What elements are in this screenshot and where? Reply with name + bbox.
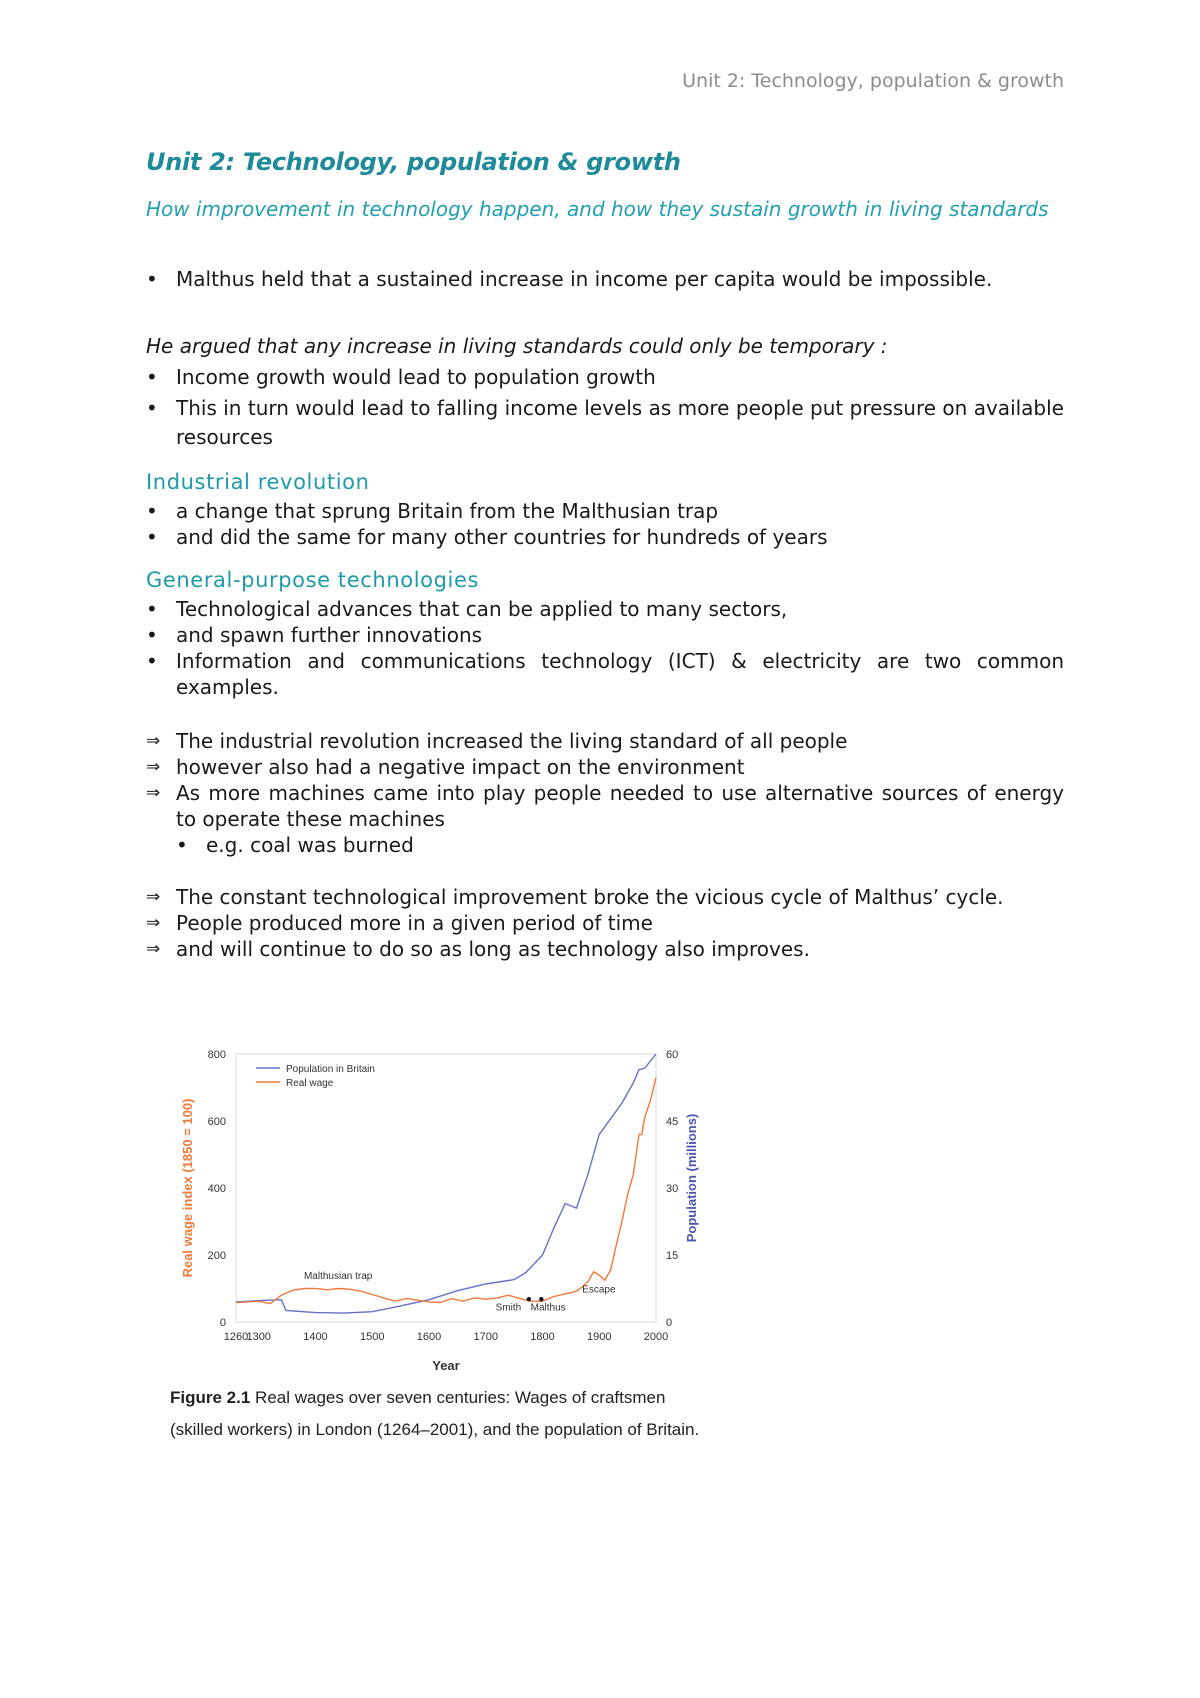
- arrow-list-2: [146, 884, 1064, 962]
- list-item: • Malthus held that a sustained increase in income per capita would be impossible.: [146, 266, 1064, 292]
- sub-list: [176, 832, 1064, 858]
- annotation-smith: Smith: [495, 1302, 522, 1314]
- x-tick-label: 1600: [416, 1331, 442, 1343]
- industrial-points-list: [146, 498, 1064, 550]
- list-item: • Technological advances that can be applied to many sectors,: [146, 596, 1064, 622]
- y-right-axis-title: Population (millions): [684, 1113, 699, 1243]
- x-tick-label: 2000: [643, 1331, 669, 1343]
- list-item: [146, 780, 1064, 858]
- malthus-bullet-list: [146, 266, 1064, 292]
- plot-frame: [236, 1054, 656, 1322]
- y-right-tick-label: 60: [666, 1049, 679, 1061]
- y-right-tick-label: 45: [666, 1116, 679, 1128]
- y-left-tick-label: 600: [207, 1116, 226, 1128]
- argued-statement: He argued that any increase in living standards could only be temporary :: [146, 334, 888, 358]
- list-item: ⇒ The constant technological improvement broke the vicious cycle of Malthus’ cycle.: [146, 884, 1064, 910]
- real-wage-line: [236, 1078, 656, 1304]
- list-item: • Information and communications technology (ICT) & electricity are two common examples.: [146, 648, 1064, 700]
- list-item: • and did the same for many other countries for hundreds of years: [146, 524, 1064, 550]
- industrial-heading: Industrial revolution: [146, 470, 370, 494]
- list-item: • e.g. coal was burned: [176, 832, 1064, 858]
- arrow-list-1: [146, 728, 1064, 858]
- y-left-tick-label: 800: [207, 1049, 226, 1061]
- page-title: Unit 2: Technology, population & growth: [146, 148, 681, 176]
- list-item: ⇒ People produced more in a given period of time: [146, 910, 1064, 936]
- figure-caption-line-1: [170, 1388, 790, 1408]
- gpt-heading: General-purpose technologies: [146, 568, 479, 592]
- list-item: • and spawn further innovations: [146, 622, 1064, 648]
- chart-svg: [170, 1040, 730, 1390]
- y-left-tick-label: 0: [219, 1317, 226, 1329]
- y-right-tick-label: 15: [666, 1250, 679, 1262]
- figure-caption-line-2: (skilled workers) in London (1264–2001), and the population of Britain.: [170, 1420, 700, 1439]
- list-item: ⇒ however also had a negative impact on the environment: [146, 754, 1064, 780]
- annotation-malthus: Malthus: [530, 1302, 566, 1314]
- malthus-points-list: [146, 364, 1064, 452]
- list-item: ⇒ and will continue to do so as long as technology also improves.: [146, 936, 1064, 962]
- list-item: • Income growth would lead to population growth: [146, 364, 1064, 390]
- marker-dot: [539, 1297, 543, 1301]
- x-tick-label: 1300: [246, 1331, 271, 1343]
- figure-chart: [170, 1040, 730, 1390]
- y-left-axis-title: Real wage index (1850 = 100): [180, 1098, 195, 1278]
- figure-label: Figure 2.1: [170, 1388, 251, 1407]
- legend-label-population: Population in Britain: [286, 1064, 375, 1075]
- annotation-malthusian-trap: Malthusian trap: [303, 1271, 373, 1283]
- list-item: • a change that sprung Britain from the Malthusian trap: [146, 498, 1064, 524]
- x-tick-label: 1900: [587, 1331, 612, 1343]
- annotation-escape: Escape: [582, 1284, 616, 1296]
- running-header: Unit 2: Technology, population & growth: [682, 70, 1064, 92]
- x-tick-label: 1400: [303, 1331, 328, 1343]
- x-tick-label: 1500: [359, 1331, 385, 1343]
- list-item: ⇒ The industrial revolution increased the living standard of all people: [146, 728, 1064, 754]
- x-tick-label: 1260: [223, 1331, 249, 1343]
- x-tick-label: 1800: [530, 1331, 555, 1343]
- x-tick-label: 1700: [473, 1331, 498, 1343]
- y-left-tick-label: 400: [207, 1183, 226, 1195]
- marker-dot: [527, 1297, 531, 1301]
- gpt-points-list: [146, 596, 1064, 700]
- page-subtitle: How improvement in technology happen, and how they sustain growth in living standards: [146, 197, 1049, 221]
- list-item: • This in turn would lead to falling income levels as more people put pressure on available resources: [146, 394, 1064, 452]
- list-item-text: As more machines came into play people needed to use alternative sources of energy to operate these machines: [176, 781, 1064, 831]
- caption-text: Real wages over seven centuries: Wages of craftsmen: [250, 1388, 666, 1407]
- x-axis-title: Year: [432, 1358, 460, 1373]
- y-right-tick-label: 30: [666, 1183, 679, 1195]
- y-right-tick-label: 0: [666, 1317, 673, 1329]
- y-left-tick-label: 200: [207, 1250, 226, 1262]
- legend-label-wage: Real wage: [286, 1078, 334, 1089]
